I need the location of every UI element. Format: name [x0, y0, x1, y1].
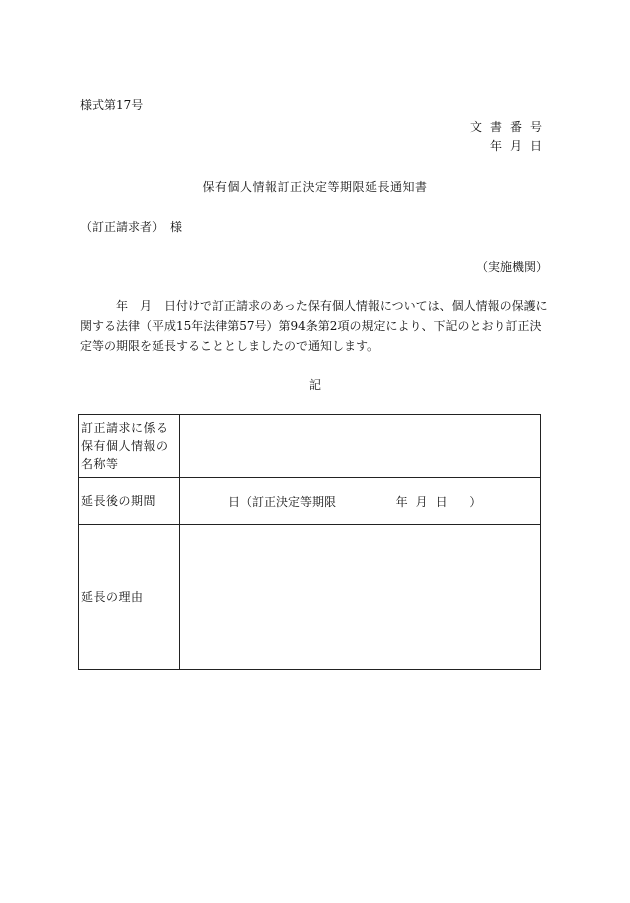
- notice-body: [80, 296, 550, 356]
- table-label-cell: [79, 478, 180, 525]
- table-row: [79, 415, 541, 478]
- document-number-label: 文書番号: [469, 120, 550, 134]
- period-content: [180, 493, 540, 510]
- table-row: [79, 525, 541, 670]
- form-number: 様式第17号: [80, 98, 144, 112]
- extended-period-value[interactable]: [180, 478, 541, 525]
- table-label-cell: [79, 525, 180, 670]
- implementing-agency: （実施機関）: [475, 260, 548, 274]
- details-table: [78, 414, 541, 670]
- extension-reason-value[interactable]: [180, 525, 541, 670]
- notice-paragraph: 年 月 日付けで訂正請求のあった保有個人情報については、個人情報の保護に関する法律（平成15年法律第57号）第94条第2項の規定により、下記のとおり訂正決定等の期限を延長することとしましたので通知します。: [80, 299, 548, 353]
- extended-period-label: 延長後の期間: [81, 494, 157, 508]
- extension-reason-label: 延長の理由: [81, 590, 144, 604]
- addressee-line: （訂正請求者） 様: [80, 220, 183, 234]
- info-name-value[interactable]: [180, 415, 541, 478]
- info-name-label: 訂正請求に係る保有個人情報の名称等: [81, 421, 169, 471]
- table-row: [79, 478, 541, 525]
- period-prefix: 日（訂正決定等期限: [228, 494, 337, 509]
- ki-heading: 記: [308, 378, 321, 392]
- document-date-label: 年月日: [489, 139, 550, 153]
- period-date: 年月日: [395, 494, 456, 509]
- document-title: 保有個人情報訂正決定等期限延長通知書: [202, 180, 428, 194]
- period-suffix: ）: [469, 494, 482, 509]
- table-label-cell: [79, 415, 180, 478]
